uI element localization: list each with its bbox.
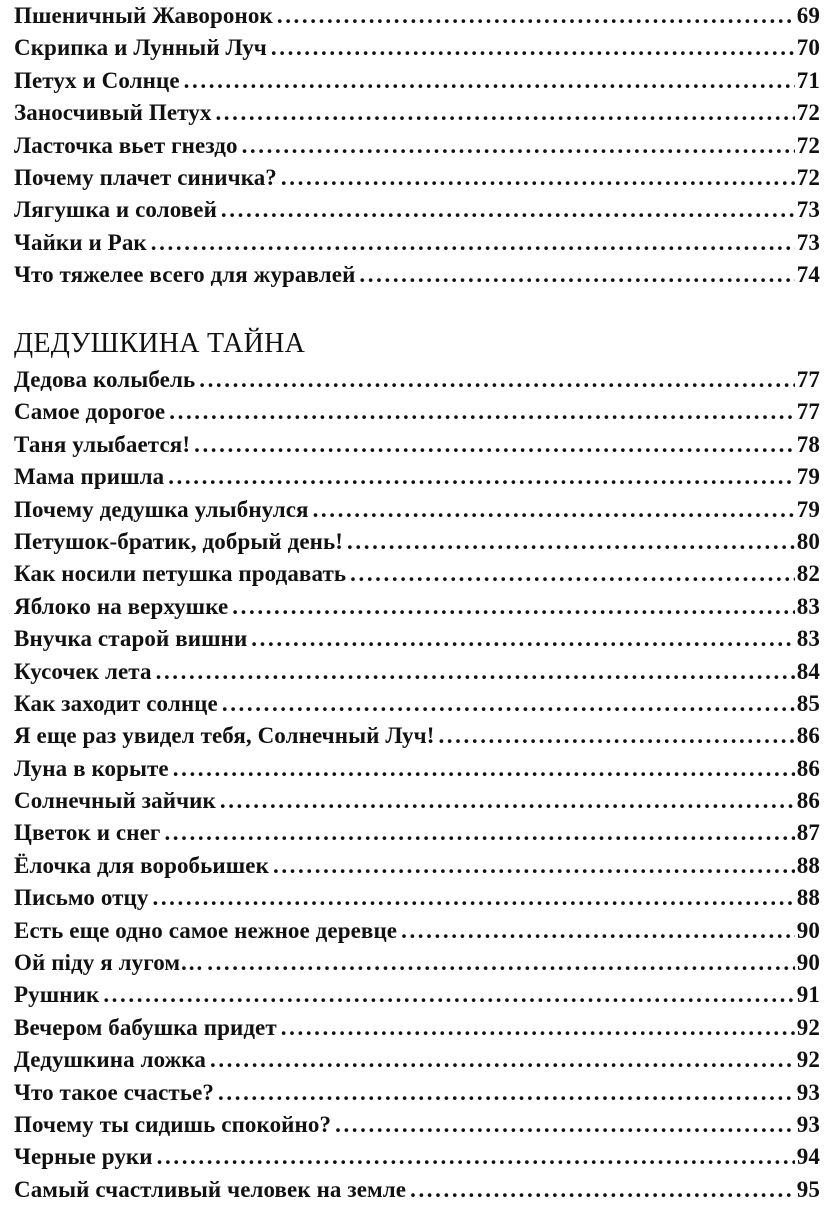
toc-entry-page: 69 [796,3,820,28]
toc-entry-title: Мама пришла [14,464,165,490]
toc-entry-page: 73 [796,197,820,223]
toc-entry [14,623,820,655]
toc-entry [14,753,820,785]
toc-entry-title: Чайки и Рак [14,229,147,255]
toc-entry [14,591,820,623]
toc-entry-title: Дедушкина ложка [14,1047,206,1073]
toc-entry-page: 84 [796,658,820,684]
dot-leader [347,526,795,558]
toc-entry-title: Почему ты сидишь спокойно? [14,1111,332,1137]
toc-entry-page: 92 [796,1047,820,1073]
toc-entry-title: Почему плачет синичка? [14,164,277,190]
toc-entry-title: Есть еще одно самое нежное деревце [14,917,398,943]
toc-entry-page: 86 [796,788,820,814]
dot-leader [103,979,794,1011]
toc-entry-title: Рушник [14,982,100,1008]
toc-entry-title: Внучка старой вишни [14,626,248,652]
toc-entry [14,461,820,493]
toc-entry-page: 72 [796,100,820,126]
toc-entry-page: 70 [796,35,820,61]
toc-entry [14,227,820,259]
toc-entry-title: Как носили петушка продавать [14,561,347,587]
dot-leader [215,97,794,129]
dot-leader [271,32,795,64]
dot-leader [152,882,794,914]
toc-entry-page: 95 [796,1176,820,1202]
toc-entry-title: Письмо отцу [14,885,149,911]
toc-entry-title: Ласточка вьет гнездо [14,132,238,158]
toc-entry-page: 74 [796,262,820,288]
toc-entry-title: Почему дедушка улыбнулся [14,496,309,522]
toc-entry-title: Дедова колыбель [14,367,196,392]
toc-entry [14,558,820,590]
toc-entry-page: 88 [796,852,820,878]
dot-leader [156,656,795,688]
toc-entry [14,915,820,947]
toc-entry [14,785,820,817]
toc-entry [14,429,820,461]
dot-leader [335,1109,795,1141]
toc-entry [14,259,820,291]
toc-entry-page: 90 [796,950,820,976]
toc-entry [14,32,820,64]
toc-entry [14,1044,820,1076]
toc-entry [14,720,820,752]
toc-entry [14,688,820,720]
toc-entry-title: Как заходит солнце [14,690,218,716]
toc-entry [14,194,820,226]
toc-entry [14,162,820,194]
toc-entry [14,979,820,1011]
toc-entry-page: 88 [796,885,820,911]
toc-entry [14,850,820,882]
toc-entry-page: 92 [796,1014,820,1040]
dot-leader [157,1141,795,1173]
toc-entry-page: 87 [796,820,820,846]
dot-leader [222,688,795,720]
dot-leader [277,0,795,32]
dot-leader [218,1077,795,1109]
toc-entry-page: 79 [796,464,820,490]
dot-leader [184,65,795,97]
toc-entry-title: Что такое счастье? [14,1079,215,1105]
dot-leader [169,396,795,428]
toc-entry-page: 77 [796,399,820,425]
toc-entry [14,494,820,526]
dot-leader [273,850,795,882]
dot-leader [220,785,795,817]
toc-entry-page: 78 [796,431,820,457]
dot-leader [210,1044,795,1076]
toc-entry-page: 83 [796,626,820,652]
toc-entry-title: Вечером бабушка придет [14,1014,277,1040]
dot-leader [194,429,795,461]
toc-entry-page: 83 [796,593,820,619]
toc-entry [14,656,820,688]
toc-entry-page: 77 [796,367,820,392]
toc-entry-title: Что тяжелее всего для журавлей [14,262,356,288]
toc-entry-page: 94 [796,1144,820,1170]
dot-leader [350,558,795,590]
toc-entry [14,1141,820,1173]
dot-leader [168,461,795,493]
dot-leader [281,162,795,194]
toc-entry-title: Скрипка и Лунный Луч [14,35,267,61]
toc-entry-page: 86 [796,755,820,781]
toc-entry [14,1012,820,1044]
toc-entry-title: Ёлочка для воробьишек [14,852,269,878]
toc-entry-title: Таня улыбается! [14,431,191,457]
toc-entry [14,882,820,914]
dot-leader [401,915,795,947]
toc-entry-page: 90 [796,917,820,943]
toc-entry-title: Солнечный зайчик [14,788,216,814]
toc-entry-title: Лягушка и соловей [14,197,217,223]
toc-entry-page: 72 [796,164,820,190]
toc-entry-title: Заносчивый Петух [14,100,212,126]
dot-leader [281,1012,795,1044]
toc-entry-title: Я еще раз увидел тебя, Солнечный Луч! [14,723,435,749]
toc-entry-title: Ой піду я лугом… [14,950,204,976]
dot-leader [359,259,794,291]
toc-entry-page: 93 [796,1079,820,1105]
toc-entry [14,526,820,558]
toc-entry-page: 91 [796,982,820,1008]
section-heading: ДЕДУШКИНА ТАЙНА [14,328,306,359]
dot-leader [164,817,794,849]
toc-entry-page: 79 [796,496,820,522]
toc-entry-title: Кусочек лета [14,658,152,684]
toc-entry [14,1077,820,1109]
toc-entry [14,817,820,849]
toc-entry-page: 82 [796,561,820,587]
dot-leader [199,364,795,396]
toc-entry-page: 93 [796,1111,820,1137]
toc-entry-page: 86 [796,723,820,749]
toc-entry-title: Луна в корыте [14,755,169,781]
dot-leader [207,947,795,979]
toc-entry [14,1174,820,1206]
toc-entry-title: Петух и Солнце [14,67,180,93]
dot-leader [242,130,795,162]
toc-entry [14,130,820,162]
dot-leader [313,494,795,526]
dot-leader [232,591,795,623]
toc-entry-page: 80 [796,528,820,554]
toc-entry-title: Яблоко на верхушке [14,593,229,619]
toc-entry [14,65,820,97]
toc-list-section-2 [14,364,820,1206]
toc-entry-title: Черные руки [14,1144,153,1170]
dot-leader [410,1174,795,1206]
toc-entry [14,364,820,396]
toc-entry-page: 85 [796,690,820,716]
dot-leader [221,194,795,226]
toc-list-section-1 [14,0,820,292]
toc-entry-page: 72 [796,132,820,158]
toc-entry [14,0,820,32]
toc-entry [14,396,820,428]
toc-entry-page: 71 [796,67,820,93]
toc-entry-title: Цветок и снег [14,820,161,846]
toc-entry [14,1109,820,1141]
toc-entry-title: Самое дорогое [14,399,166,425]
toc-entry-title: Петушок-братик, добрый день! [14,528,344,554]
toc-entry-title: Самый счастливый человек на земле [14,1176,407,1202]
dot-leader [438,720,794,752]
dot-leader [251,623,795,655]
toc-entry [14,97,820,129]
toc-entry-title: Пшеничный Жаворонок [14,3,273,28]
dot-leader [173,753,795,785]
toc-entry [14,947,820,979]
dot-leader [151,227,795,259]
toc-entry-page: 73 [796,229,820,255]
